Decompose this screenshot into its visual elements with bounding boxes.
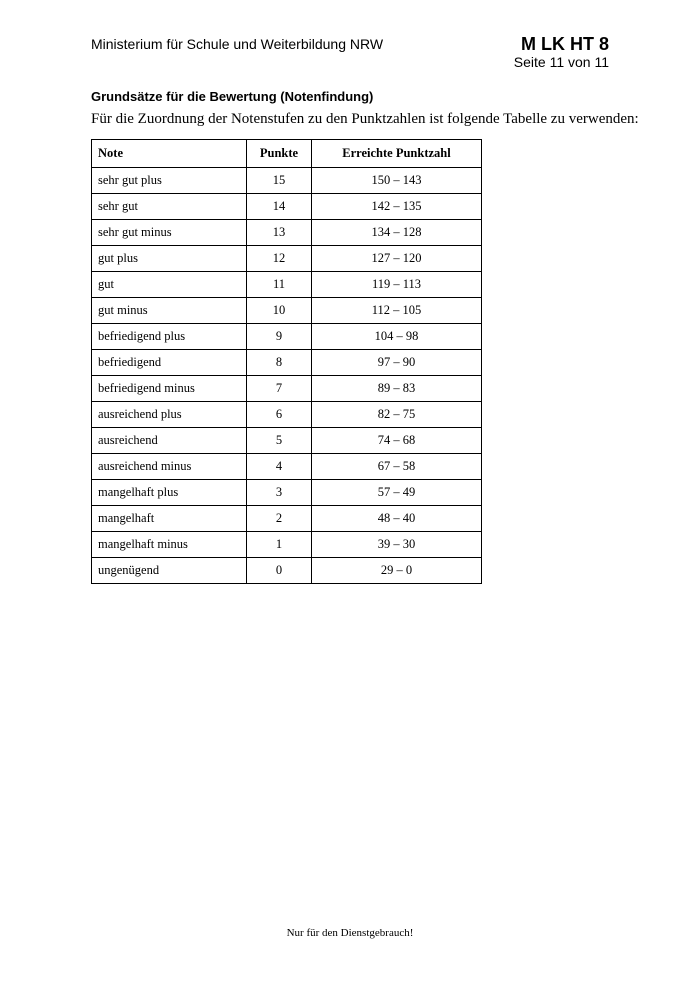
header-punkte: Punkte: [247, 140, 312, 168]
grade-table-body: [92, 168, 482, 584]
intro-text: Für die Zuordnung der Notenstufen zu den Punktzahlen ist folgende Tabelle zu verwenden:: [91, 111, 639, 127]
cell-note: sehr gut minus: [92, 220, 247, 246]
cell-punkte: 2: [247, 506, 312, 532]
cell-punkte: 4: [247, 454, 312, 480]
table-row: [92, 194, 482, 220]
cell-punkte: 12: [247, 246, 312, 272]
table-header-row: [92, 140, 482, 168]
cell-range: 57 – 49: [312, 480, 482, 506]
cell-range: 39 – 30: [312, 532, 482, 558]
cell-punkte: 13: [247, 220, 312, 246]
cell-range: 112 – 105: [312, 298, 482, 324]
cell-range: 74 – 68: [312, 428, 482, 454]
cell-punkte: 8: [247, 350, 312, 376]
cell-punkte: 0: [247, 558, 312, 584]
cell-range: 29 – 0: [312, 558, 482, 584]
cell-note: befriedigend plus: [92, 324, 247, 350]
cell-punkte: 6: [247, 402, 312, 428]
table-row: [92, 376, 482, 402]
cell-punkte: 11: [247, 272, 312, 298]
cell-range: 119 – 113: [312, 272, 482, 298]
cell-range: 104 – 98: [312, 324, 482, 350]
cell-punkte: 3: [247, 480, 312, 506]
cell-punkte: 15: [247, 168, 312, 194]
table-row: [92, 298, 482, 324]
cell-range: 97 – 90: [312, 350, 482, 376]
cell-note: befriedigend: [92, 350, 247, 376]
header-range: Erreichte Punktzahl: [312, 140, 482, 168]
table-row: [92, 402, 482, 428]
table-row: [92, 272, 482, 298]
cell-range: 89 – 83: [312, 376, 482, 402]
cell-note: mangelhaft: [92, 506, 247, 532]
ministry-name: Ministerium für Schule und Weiterbildung NRW: [91, 36, 384, 52]
cell-note: ausreichend plus: [92, 402, 247, 428]
cell-note: befriedigend minus: [92, 376, 247, 402]
cell-punkte: 7: [247, 376, 312, 402]
cell-punkte: 10: [247, 298, 312, 324]
cell-range: 127 – 120: [312, 246, 482, 272]
cell-note: sehr gut plus: [92, 168, 247, 194]
cell-range: 134 – 128: [312, 220, 482, 246]
table-row: [92, 428, 482, 454]
cell-note: mangelhaft minus: [92, 532, 247, 558]
table-row: [92, 350, 482, 376]
cell-range: 48 – 40: [312, 506, 482, 532]
table-row: [92, 220, 482, 246]
cell-note: gut: [92, 272, 247, 298]
footer-note: Nur für den Dienstgebrauch!: [286, 927, 414, 939]
cell-punkte: 9: [247, 324, 312, 350]
cell-range: 82 – 75: [312, 402, 482, 428]
cell-note: mangelhaft plus: [92, 480, 247, 506]
table-row: [92, 168, 482, 194]
section-heading: Grundsätze für die Bewertung (Notenfindung): [91, 89, 374, 104]
cell-note: ausreichend: [92, 428, 247, 454]
cell-punkte: 1: [247, 532, 312, 558]
cell-range: 150 – 143: [312, 168, 482, 194]
header-note: Note: [92, 140, 247, 168]
table-row: [92, 480, 482, 506]
cell-note: gut plus: [92, 246, 247, 272]
table-row: [92, 454, 482, 480]
cell-punkte: 5: [247, 428, 312, 454]
cell-range: 142 – 135: [312, 194, 482, 220]
cell-note: sehr gut: [92, 194, 247, 220]
table-row: [92, 506, 482, 532]
table-row: [92, 246, 482, 272]
document-code: M LK HT 8: [521, 34, 609, 54]
header-right: [514, 34, 609, 70]
table-row: [92, 558, 482, 584]
cell-punkte: 14: [247, 194, 312, 220]
cell-note: gut minus: [92, 298, 247, 324]
table-row: [92, 324, 482, 350]
cell-range: 67 – 58: [312, 454, 482, 480]
table-row: [92, 532, 482, 558]
cell-note: ungenügend: [92, 558, 247, 584]
page-number: Seite 11 von 11: [513, 54, 609, 70]
grade-table: [91, 139, 482, 584]
cell-note: ausreichend minus: [92, 454, 247, 480]
